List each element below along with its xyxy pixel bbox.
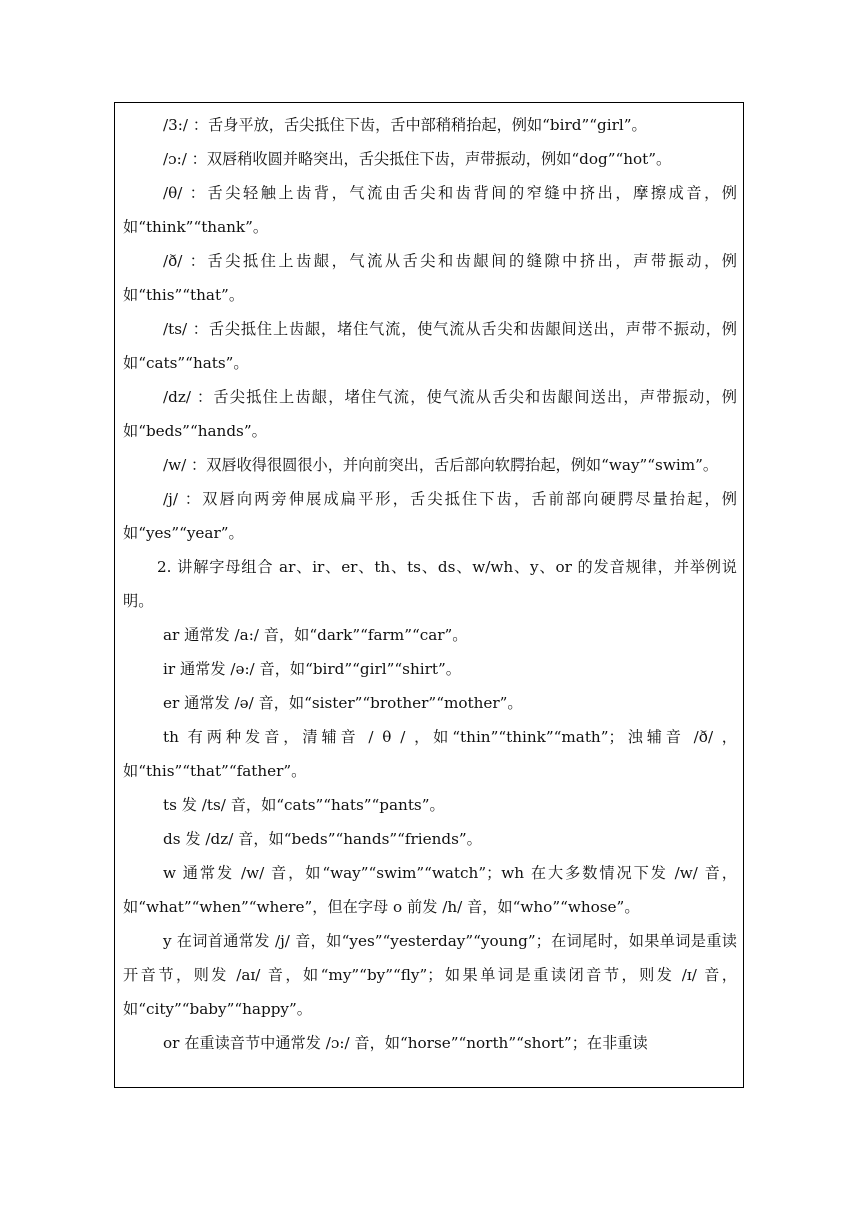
phoneme-description-theta: /θ/ ：舌尖轻触上齿背，气流由舌尖和齿背间的窄缝中挤出，摩擦成音，例如“think”“thank”。 (123, 184, 737, 236)
rule-er: er 通常发 /ə/ 音，如“sister”“brother”“mother”。 (163, 694, 523, 712)
rule-th: th 有两种发音，清辅音 / θ / ，如“thin”“think”“math”；浊辅音 /ð/ ，如“this”“that”“father”。 (123, 728, 737, 780)
rule-ts: ts 发 /ts/ 音，如“cats”“hats”“pants”。 (163, 796, 445, 814)
phoneme-description-ts: /ts/ ：舌尖抵住上齿龈，堵住气流，使气流从舌尖和齿龈间送出，声带不振动，例如“cats”“hats”。 (123, 320, 737, 372)
phoneme-description-eth: /ð/ ：舌尖抵住上齿龈，气流从舌尖和齿龈间的缝隙中挤出，声带振动，例如“this”“that”。 (123, 252, 737, 304)
phoneme-description-w: /w/ ：双唇收得很圆很小，并向前突出，舌后部向软腭抬起，例如“way”“swim”。 (163, 456, 719, 474)
section-heading-letter-combinations: 2. 讲解字母组合 ar、ir、er、th、ts、ds、w/wh、y、or 的发音规律，并举例说明。 (123, 558, 737, 610)
table-cell-content (123, 108, 737, 1084)
phoneme-description-open-o: /ɔ:/ ：双唇稍收圆并略突出，舌尖抵住下齿，声带振动，例如“dog”“hot”。 (163, 150, 672, 168)
rule-ir: ir 通常发 /ə:/ 音，如“bird”“girl”“shirt”。 (163, 660, 461, 678)
rule-ar: ar 通常发 /a:/ 音，如“dark”“farm”“car”。 (163, 626, 468, 644)
rule-or: or 在重读音节中通常发 /ɔ:/ 音，如“horse”“north”“short”；在非重读 (163, 1034, 648, 1052)
rule-ds: ds 发 /dz/ 音，如“beds”“hands”“friends”。 (163, 830, 482, 848)
rule-w-wh: w 通常发 /w/ 音，如“way”“swim”“watch”；wh 在大多数情况下发 /w/ 音，如“what”“when”“where”，但在字母 o 前发 /h/ 音，如“who”“whose”。 (123, 864, 737, 916)
phoneme-description-3: /3:/ ：舌身平放，舌尖抵住下齿，舌中部稍稍抬起，例如“bird”“girl”。 (163, 116, 647, 134)
rule-y: y 在词首通常发 /j/ 音，如“yes”“yesterday”“young”；在词尾时，如果单词是重读开音节，则发 /aɪ/ 音，如“my”“by”“fly”；如果单词是重读闭音节，则发 /ɪ/ 音，如“city”“baby”“happy”。 (123, 932, 737, 1018)
phoneme-description-dz: /dz/ ：舌尖抵住上齿龈，堵住气流，使气流从舌尖和齿龈间送出，声带振动，例如“beds”“hands”。 (123, 388, 737, 440)
phoneme-description-j: /j/ ：双唇向两旁伸展成扁平形，舌尖抵住下齿，舌前部向硬腭尽量抬起，例如“yes”“year”。 (123, 490, 737, 542)
